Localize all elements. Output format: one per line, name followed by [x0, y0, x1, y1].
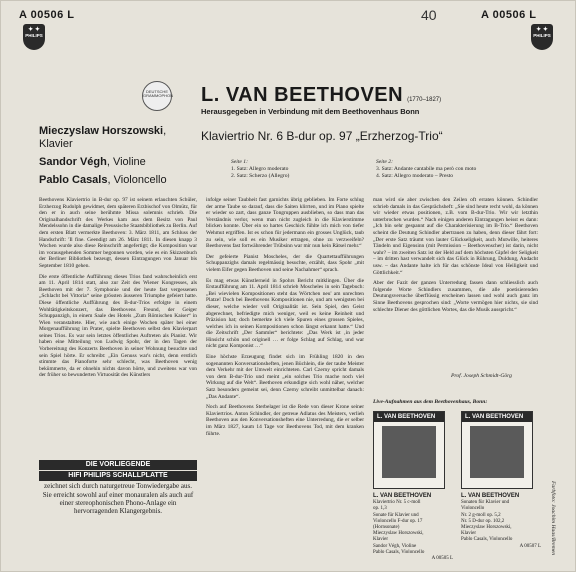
album-caption-2: L. VAN BEETHOVEN Sonaten für Klavier und Violoncello Nr. 2 g-moll op. 5,2 Nr. 5 D-dur op. 102,2 Mieczyslaw Horszowski, Klavier Pablo Casals, Violoncello A 00507 L: [461, 493, 541, 549]
paragraph: Es mag etwas Künstlerneid in Spohrs Bericht mitklingen. Über die Erstaufführung am 11. April 1814 schrieb Moscheles in sein Tagebuch: „Bei wievielen Kompositionen steht das Wörtchen neu' am unrechten Platze! Doch bei Beethovens Kompositionen nie, und am wenigsten bei dieser, welche wieder voll Originalität ist. Sein Spiel, den Geist abgerechnet, befriedigte mich weniger, weil es keine Reinheit und Präzision hat; doch bemerkte ich viele Spuren eines grossen Spieles, welches ich in seinen Kompositionen schon längst erkannt hatte.“ Und die Zeitschrift „Der Sammler“ berichtete: „Das Werk ist ‚in jeder Hinsicht schön und originell … er folge Schlag auf Schlag, und war nicht ganz Komponist …“: [206, 277, 364, 350]
award-medal-icon: DEUTSCHE GRAMMOPHON: [142, 81, 172, 111]
paragraph: Beethovens Klaviertrio in B-dur op. 97 ist seinem erlauchten Schüler, Erzherzog Rudolph gewidmet, dem späteren Erzbischof von Olmütz, für den er in auch seine berühmte Missa solemnis schrieb. Die Originalhandschrift des Werkes kam aus dem Besitz von Paul Mendelssohn in die damalige Preussische Staatsbibliothek zu Berlin. Auf dem ersten Blatt vermerkte Beethoven: 3. März 1811, am Schluss der Handschrift: 'Il fine. Geendigt am 26. März 1811. In diesen knapp 3 Wochen wurde also diese Reinschrift angefertigt; die Komposition war im vorausgehenden Sommer begonnen worden, wie es ein Skizzenbuch der Berliner Bibliothek bezeugt, dessen Eintragungen von Januar bis September 1810 gehen.: [39, 197, 197, 269]
liner-notes-column-1: [39, 197, 197, 449]
track: 3. Satz: Andante cantabile ma però con moto: [376, 166, 477, 172]
composer-dates: (1770–1827): [407, 97, 442, 103]
performer-1: Mieczyslaw Horszowski,: [39, 125, 167, 137]
track: 1. Satz: Allegro moderato: [231, 166, 289, 172]
work-title: Klaviertrio Nr. 6 B-dur op. 97 „Erzherzog-Trio“: [201, 129, 443, 143]
hifi-notice: [39, 459, 197, 515]
album-thumbnail-1: [373, 411, 445, 489]
composer-name: L. VAN BEETHOVEN: [201, 84, 404, 106]
liner-notes-column-2: [206, 197, 364, 557]
paragraph: Eine höchste Erzeugung findet sich im Frühling 1820 in den sogenannten Konversationsheften, jenen Büchlein, die der taube Meister dem Verkehr mit der Umwelt einrichteten. Carl Czerny spricht damals von dem B-dur-Trio und meint „ein solches Trio mache noch viel Wirkung auf die Welt“. Beethoven erkundigte sich wohl näher, welcher Satz besonders gemeint sei, denn Czerny schreibt unmittelbar danach: „Das Andante“.: [206, 354, 364, 400]
track: 4. Satz: Allegro moderato – Presto: [376, 173, 454, 179]
philips-logo-right: ✦ ✦ PHILIPS: [531, 24, 553, 50]
star-icon: ✦ ✦: [28, 27, 40, 33]
paragraph: man wird sie aber zwischen den Zeilen oft erraten können. Schindler schrieb damals in das Gesprächsheft: „Sie sind heute recht wohl, da können wir wieder etwas positionen, z.B. vom B-dur-Trio. Wir wir letzthin unterbrochen wurden.“ Nach einigen anderen Eintragungen heisst es dann: „Ich bin sehr gespannt auf die Charakterisierung im B-Trio.“ Beethoven scheint die Deutung Schindler abertrauen zu haben, denn dieser fährt fort: „Der erste Satz träumt von lauter Glückseligkeit, auch Mutwille, heiteres Tändeln und Eigensinn (mit Permission – Beethovenscher) ist darin, nicht wahr? – im zweiten Satz ist der Held auf dem höchsten Gipfel der Seligkeit – im dritten hast verwandelt sich das Glück in Rührung, Duldung, Andacht usw. – das Andante halte ich für das schönste Ideal von Heiligkeit und Göttlichkeit.“: [373, 197, 538, 276]
catalog-number-left: A 00506 L: [19, 9, 75, 21]
paragraph: Noch auf Beethovens Sterbelager ist die Rede von dieser Krone seiner Klaviertrios. Anton Schindler, der getreue Adlatus des Meisters, verlieh Beethoven aus den Konversationsheften eine Unterredung, die er selber im März 1827, kaum 14 Tage vor Beethovens Tod, mit dem kranken führte.: [206, 404, 364, 437]
hifi-heading-2: HIFI PHILIPS SCHALLPLATTE: [39, 471, 197, 481]
handwritten-mark: 40: [421, 7, 437, 23]
liner-notes-column-3: [373, 197, 538, 361]
performer-2: Sandor Végh, Violine: [39, 156, 146, 168]
photo-credit: Farbfoto: Joachim Haas/Bremen: [550, 481, 556, 556]
author-credit: Prof. Joseph Schmidt-Görg: [451, 373, 512, 379]
header: [201, 84, 441, 107]
paragraph: Aber der Fazit der ganzen Unterredung fassen dann schliesslich auch folgende Worte Schindlers zusammen, die alle poetisierenden Deutungsversuche überflüssig erscheinen lassen und wohl auch ganz im Sinne Beethovens gesprochen sind: „Worte vermögen hier nichts, sie sind schlechte Diener des göttlichen Wortes, das die Musik ausspricht.“: [373, 280, 538, 313]
side-2-label: Seite 2:: [376, 159, 393, 165]
track: 2. Satz: Scherzo (Allegro): [231, 173, 290, 179]
star-icon: ✦ ✦: [536, 27, 548, 33]
thumbnail-title: L. VAN BEETHOVEN: [462, 412, 532, 422]
paragraph: Die erste öffentliche Aufführung dieses Trios fand wahrscheinlich erst am 11. April 1814 statt, also zur Zeit des Wiener Kongresses, als Beethoven mit der 7. Symphonie und der heute fast vergessenen „Schlacht bei Vittoria“ seine grössten äusseren Triumphe gefeiert hatte. Diese öffentliche Aufführung des B-dur-Trios erfolgte in einem Wohltätigkeitskonzert, das Beethovens Freund, der Geiger Schuppanzigh, in einem Saale des Hotels „Zum Römischen Kaiser“ in Wien veranstaltete. Hier, wie auch einige Wochen später bei einer Morgenaufführung im Prater, spielte Beethoven selbst den Klavierpart seines Trios. Es war sein letztes öffentliches Auftreten als Pianist. Wir haben eine Mitteilung von Ludwig Spohr, der in den Tagen der Vorbereitung des Konzerts Beethoven in seiner Wohnung besuchte und sein Spiel hörte. Er schreibt: „Ein Genuss war's nicht, denn erstlich stimmte das Pianoforte sehr schlecht, was Beethoven wenig bekümmerte, da er ohnehin nichts davon hörte, und zweitens war von der früher so bewunderten Virtuosität des Künstlers: [39, 273, 197, 379]
performer-1-instrument: Klavier: [39, 138, 73, 150]
album-caption-1: L. VAN BEETHOVEN Klaviertrio Nr. 5 c-moll op. 1,3 Sonate für Klavier und Violoncello F-dur op. 17 (Hornsonate) Mieczyslaw Horszowski, Klavier Sandor Végh, Violine Pablo Casals, Violoncello A 00505 L: [373, 493, 453, 562]
header-subtitle: Herausgegeben in Verbindung mit dem Beethovenhaus Bonn: [201, 107, 420, 116]
paragraph: infolge seiner Taubheit fast garnichts übrig geblieben. Im Forte schlug der arme Taube so darauf, dass die Saiten klirrten, und im Piano spielte er wieder so zart, dass ganze Tongruppen ausblieben, so dass man das Verständnis verlor, wenn man nicht zugleich in die Klavierstimme blicken konnte. Über ein so hartes Geschick fühlte ich mich von tiefer Wehmut ergriffen. Ist es schon für jedermann ein grosses Unglück, taub zu sein, wie soll es ein Musiker ertragen, ohne zu verzweifeln? Beethovens fast fortwährender Trübsinn war mir nun kein Rätsel mehr.“: [206, 197, 364, 250]
album-cover-image: [470, 426, 524, 478]
catalog-number-right: A 00506 L: [481, 9, 537, 21]
album-cover-image: [382, 426, 436, 478]
thumbnail-title: L. VAN BEETHOVEN: [374, 412, 444, 422]
philips-logo-left: ✦ ✦ PHILIPS: [23, 24, 45, 50]
side-1-label: Seite 1:: [231, 159, 248, 165]
live-recordings-heading: Live-Aufnahmen aus dem Beethovenhaus, Bonn:: [373, 399, 488, 405]
paragraph: Der gefeierte Pianist Moscheles, der die Quartettaufführungen Schuppanzighs damals regelmässig besuchte, erzählt, dass Spohr „mit vielem Eifer gegen Beethoven und seine Nachahmer“ sprach.: [206, 253, 364, 273]
album-thumbnail-2: [461, 411, 533, 489]
side-2-tracklist: [376, 159, 556, 180]
performer-3: Pablo Casals, Violoncello: [39, 174, 167, 186]
hifi-body: zeichnet sich durch naturgetreue Tonwiedergabe aus. Sie erreicht sowohl auf einer monauralen als auch auf einer stereophonischen Phono-Anlage ein hervorragenden Klangergebnis.: [42, 482, 194, 516]
performers: [39, 125, 219, 187]
hifi-heading-1: DIE VORLIEGENDE: [39, 460, 197, 470]
side-1-tracklist: [231, 159, 371, 180]
